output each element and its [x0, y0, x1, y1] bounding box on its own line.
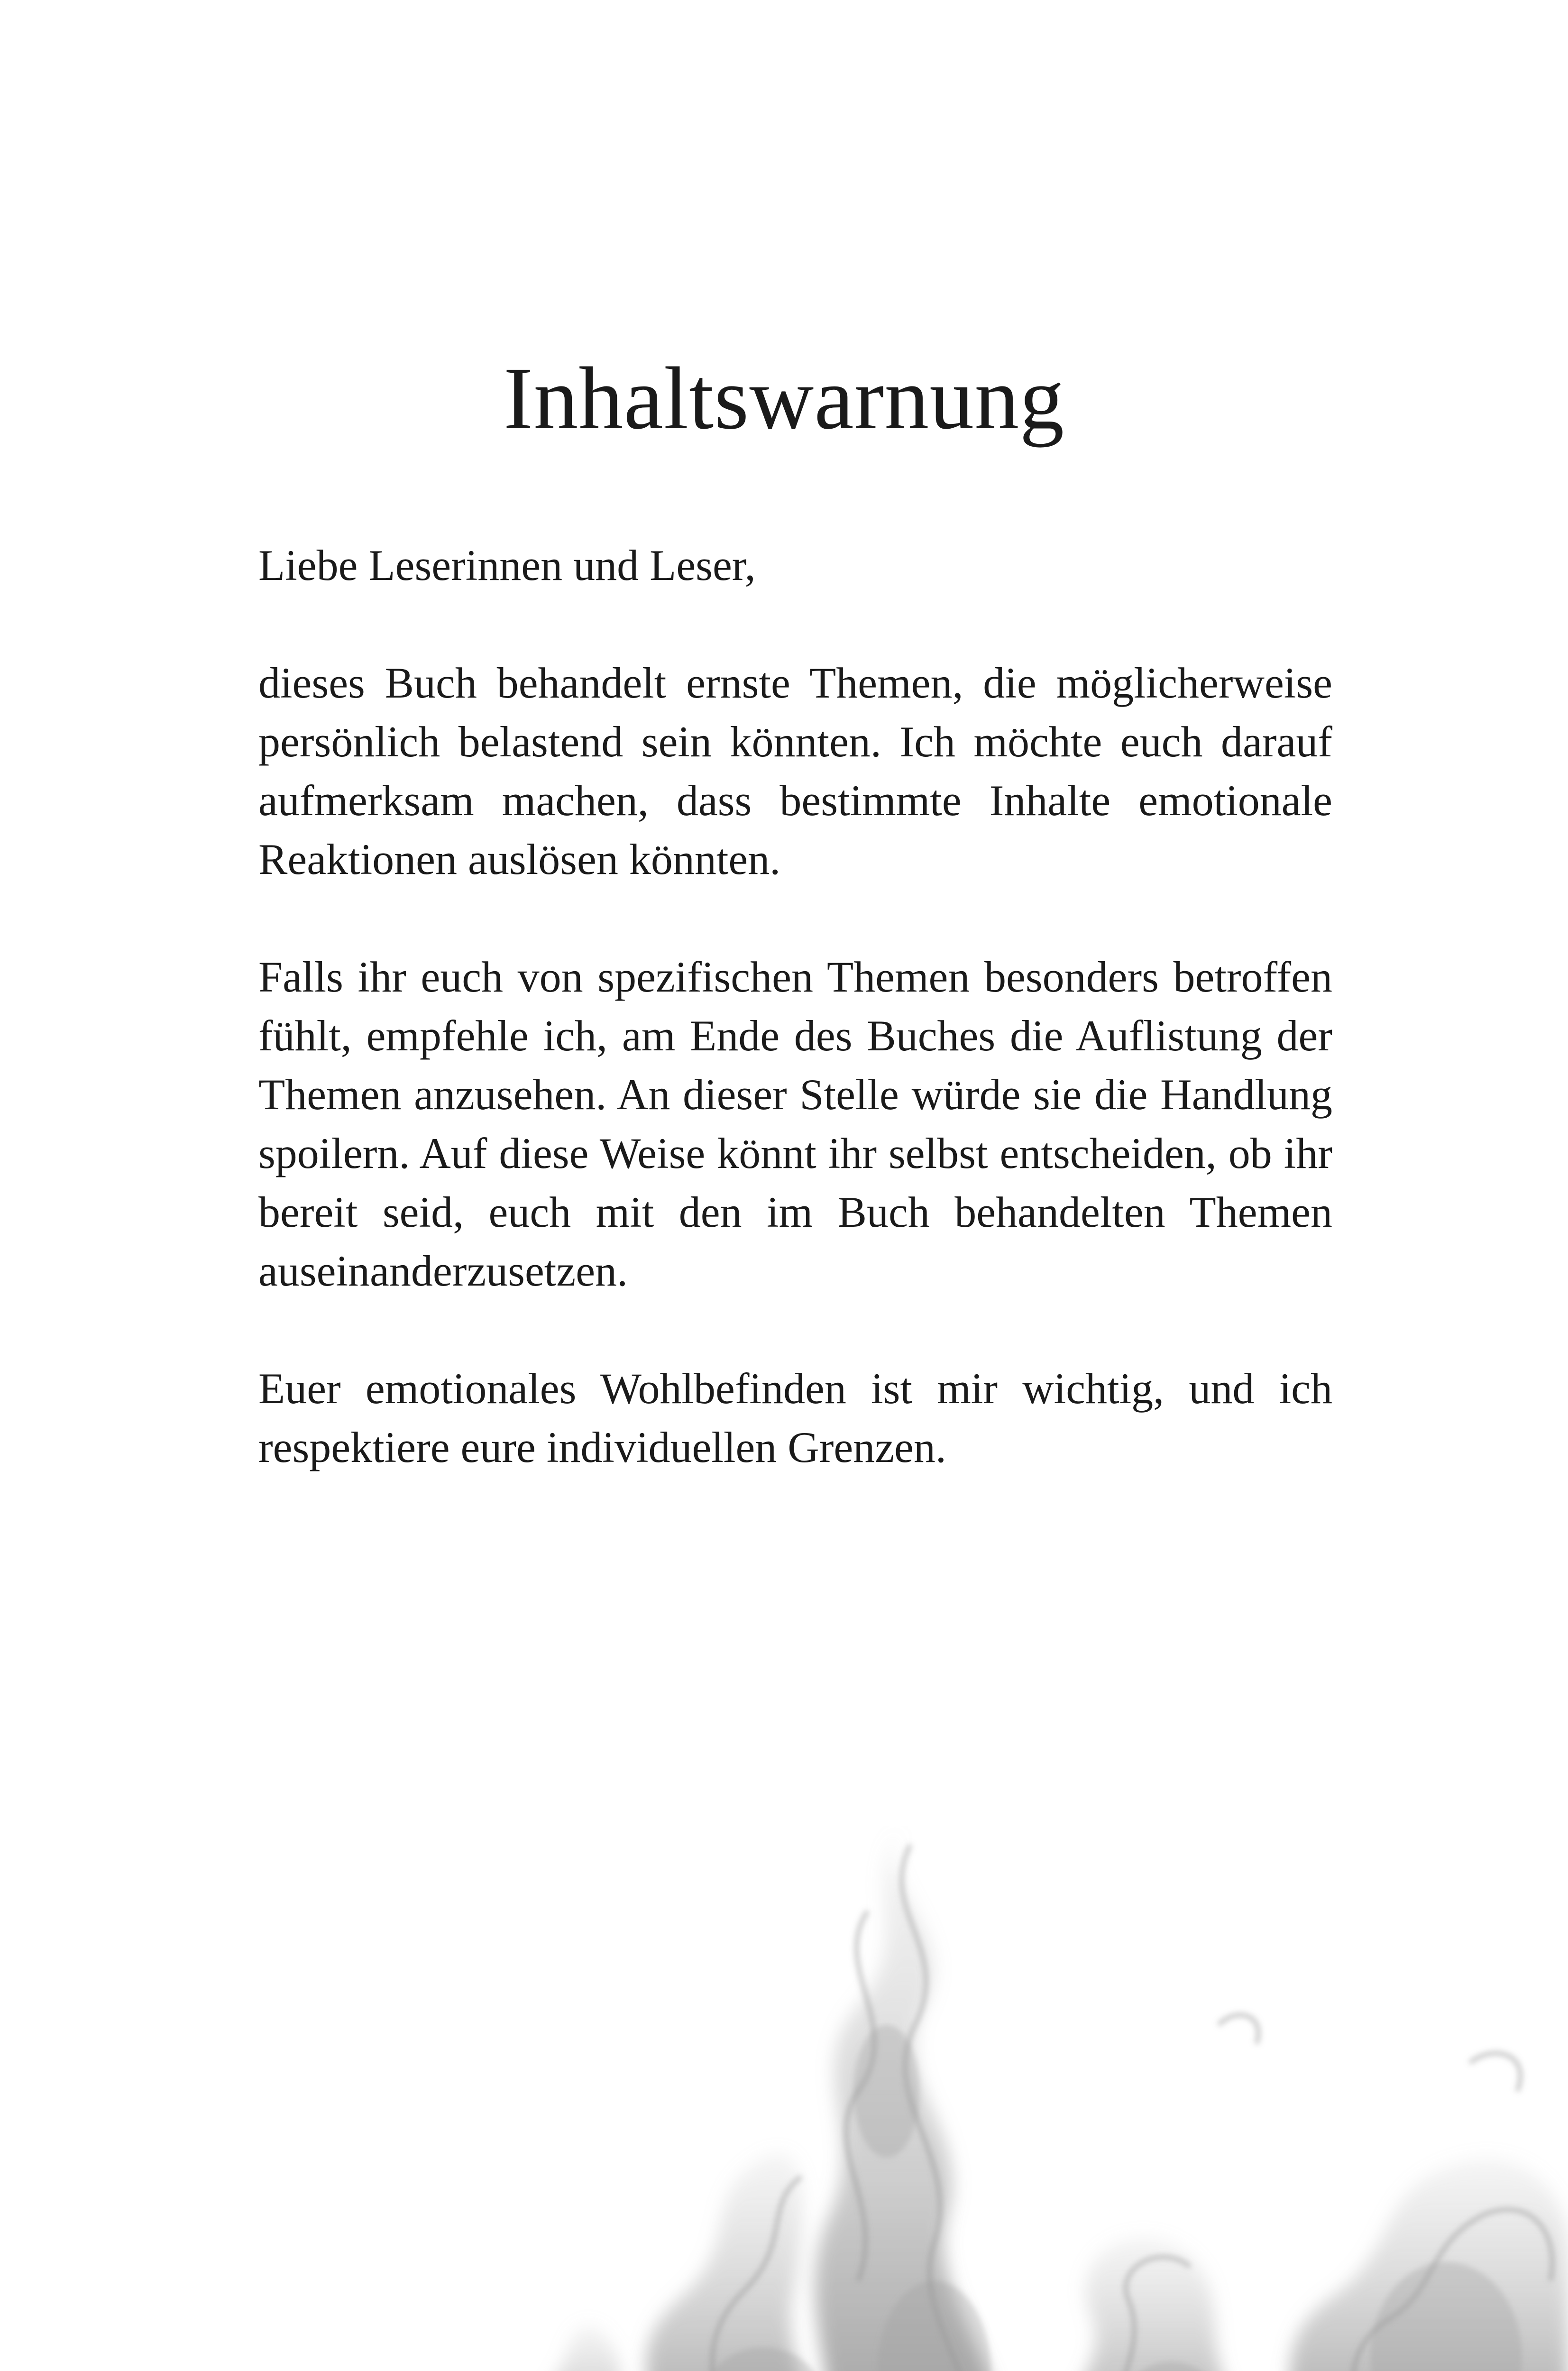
salutation: Liebe Leserinnen und Leser,: [258, 541, 756, 589]
smoke-illustration: [498, 1826, 1568, 2371]
paragraph-closing: Euer emotionales Wohlbefinden ist mir wichtig, und ich respektiere eure individuellen Grenzen.: [258, 1364, 1332, 1471]
warning-text: [258, 536, 1332, 1535]
paragraph-intro: dieses Buch behandelt ernste Themen, die möglicherweise persönlich belastend sein könnten. Ich möchte euch darauf aufmerksam machen, dass bestimmte Inhalte emotionale Reaktionen auslösen könnten.: [258, 659, 1332, 883]
page-title: Inhaltswarnung: [503, 349, 1065, 448]
paragraph-guidance: Falls ihr euch von spezifischen Themen besonders betroffen fühlt, empfehle ich, am Ende des Buches die Auflistung der Themen anzusehen. An dieser Stelle würde sie die Handlung spoilern. Auf diese Weise könnt ihr selbst entscheiden, ob ihr bereit seid, euch mit den im Buch behandelten Themen auseinanderzusetzen.: [258, 953, 1332, 1295]
